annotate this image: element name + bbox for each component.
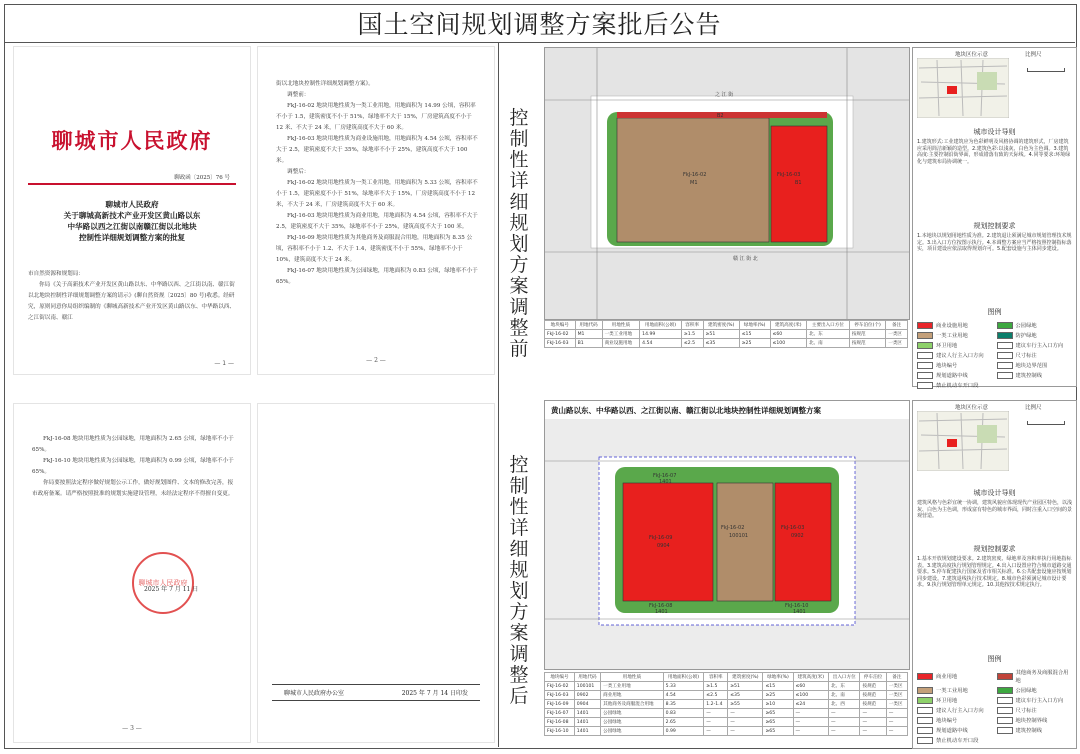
red-rule: [28, 183, 236, 185]
table-cell: 北、南: [806, 339, 849, 348]
section-title: 城市设计导则: [973, 489, 1016, 497]
legend-grid: [913, 666, 1076, 746]
body-line: 街以北地块控制性详细规划调整方案》。: [276, 81, 374, 87]
legend-label: 商业设施用地: [936, 323, 968, 329]
legend-item: [997, 351, 1073, 359]
table-row: [545, 682, 908, 691]
issuer: 聊城市人民政府: [105, 200, 159, 209]
legend-item: [917, 696, 993, 704]
table-cell: —: [793, 709, 829, 718]
location-title: 地块区位示意: [955, 52, 989, 58]
table-cell: —: [704, 709, 728, 718]
parcel-code: 100101: [729, 533, 749, 539]
plan-after-drawing: [545, 401, 909, 669]
legend-item: [917, 331, 993, 339]
table-cell: 北、西: [829, 700, 860, 709]
table-cell: 2.65: [663, 718, 704, 727]
legend-swatch: [917, 362, 933, 369]
doc-page-4: [258, 404, 494, 742]
table-header-row: [545, 673, 908, 682]
legend-label: 尺寸标注: [1015, 353, 1037, 359]
plan-after-label: 控制性详细规划方案调整后: [509, 454, 529, 707]
table-cell: 其他商务及商服混合用地: [601, 700, 663, 709]
legend-swatch: [917, 342, 933, 349]
plan-before-table: [544, 320, 908, 348]
parcel-label: FkJ-16-03: [777, 172, 801, 178]
official-seal: [132, 552, 194, 614]
legend-label: 公园绿地: [1015, 323, 1037, 329]
body-line: FkJ-16-03 地块用地性质为商业用地，用地面积为 4.54 公顷，容积率不大于 2.5，建筑密度不大于 35%，绿地率不小于 25%，建筑高度不大于 100 米。: [276, 213, 478, 230]
doc-page-2: [258, 47, 494, 374]
subject-line: 关于聊城高新技术产业开发区黄山路以东: [63, 211, 201, 220]
table-cell: FkJ-16-02: [545, 330, 576, 339]
parcel-label: FkJ-16-03: [781, 525, 805, 531]
legend-item: [997, 341, 1073, 349]
table-cell: ≤15: [763, 682, 793, 691]
table-cell: 一类区: [886, 682, 907, 691]
section-text: 1.基本开放规划建设要求。2.建筑密度、绿地率及容积率执行用地指标表。3.建筑高度执行规划管理规定。4.出入口设置应符合城市道路交通要求。5.停车配建执行国家及省市相关标准。6.公共配套设施应按规划同步建设。7.建筑退线执行技术规定。8.城市色彩须满足城市设计要求。9.执行规划管理单元规定。10.其他按技术规定执行。: [917, 556, 1072, 588]
table-row: [545, 700, 908, 709]
table-cell: 一类工业用地: [602, 330, 640, 339]
legend-item: [917, 716, 993, 724]
legend-swatch: [917, 673, 933, 680]
legend-label: 禁止机动车开口段: [936, 383, 979, 389]
table-header-cell: 用地代码: [574, 673, 600, 682]
body-line: FkJ-16-03 地块用地性质为商业设施用地，用地面积为 4.54 公顷，容积率不大于 2.5，建筑密度不大于 35%，绿地率不小于 25%，建筑高度不大于 100 米。: [276, 136, 478, 164]
legend-item: [917, 668, 993, 684]
legend-title: 图例: [987, 655, 1002, 663]
table-cell: —: [860, 709, 886, 718]
legend-item: [917, 736, 993, 744]
plan-before-drawing: [545, 48, 909, 319]
page-number: — 1 —: [214, 360, 234, 367]
table-cell: 按规范: [849, 330, 885, 339]
legend-item: [917, 341, 993, 349]
table-header-cell: 出入口方位: [829, 673, 860, 682]
table-cell: 0.83: [663, 709, 704, 718]
plan-after-sidebar: [912, 400, 1077, 749]
legend-swatch: [917, 717, 933, 724]
doc-number: 聊政函〔2025〕76 号: [174, 175, 230, 181]
legend-label: 商业用地: [936, 674, 958, 680]
legend-label: 地块编号: [936, 718, 958, 724]
table-header-cell: 备注: [886, 321, 908, 330]
table-cell: 0902: [574, 691, 600, 700]
doc-page-1: [14, 47, 250, 374]
table-cell: —: [728, 709, 763, 718]
plan-before-sidebar: [912, 47, 1077, 387]
table-cell: ≥51: [703, 330, 739, 339]
sign-date: 2025 年 7 月 11 日: [144, 586, 199, 593]
table-header-cell: 地块编号: [545, 673, 575, 682]
table-cell: ≥65: [763, 718, 793, 727]
table-cell: FkJ-16-03: [545, 339, 576, 348]
table-cell: —: [704, 718, 728, 727]
legend-swatch: [997, 697, 1013, 704]
legend-swatch: [997, 362, 1013, 369]
table-cell: 4.54: [663, 691, 704, 700]
parcel-label: FkJ-16-07: [653, 473, 677, 479]
subject-line: 控制性详细规划调整方案的批复: [78, 233, 186, 242]
legend-item: [917, 371, 993, 379]
table-cell: ≥1.5: [704, 682, 728, 691]
legend-item: [997, 716, 1073, 724]
table-cell: 0904: [574, 700, 600, 709]
table-cell: —: [728, 718, 763, 727]
table-cell: FkJ-16-03: [545, 691, 575, 700]
table-header-cell: 容积率: [681, 321, 703, 330]
doc-body: [276, 79, 480, 288]
table-cell: 1401: [574, 727, 600, 736]
legend-label: 建议车行主入口方向: [1015, 343, 1064, 349]
section-text: 1.本地块以规划用地性质为准。2.建筑退让须满足城市规划管理技术规定。3.出入口方位按图示执行。4.本调整方案应当严格按照控制指标落实，项目建设应依法取得规划许可。5.配套设施与主体同步建设。: [917, 233, 1072, 252]
legend-item: [997, 668, 1073, 684]
table-cell: ≤100: [770, 339, 806, 348]
table-cell: 按规范: [849, 339, 885, 348]
legend-item: [997, 321, 1073, 329]
legend-label: 公园绿地: [1015, 688, 1037, 694]
scale-label: 比例尺: [1025, 52, 1042, 58]
section-title: 规划控制要求: [973, 545, 1016, 553]
legend-swatch: [997, 322, 1013, 329]
footer-rule: [272, 700, 480, 701]
legend-label: 一类工业用地: [936, 333, 968, 339]
table-row: [545, 709, 908, 718]
legend-item: [917, 726, 993, 734]
table-cell: ≥10: [763, 700, 793, 709]
legend-swatch: [917, 322, 933, 329]
legend-swatch: [917, 707, 933, 714]
table-cell: ≤35: [728, 691, 763, 700]
table-cell: 1401: [574, 718, 600, 727]
legend-swatch: [917, 352, 933, 359]
legend-swatch: [917, 332, 933, 339]
table-cell: —: [860, 727, 886, 736]
legend-swatch: [997, 332, 1013, 339]
footer-date: 2025 年 7 月 14 日印发: [401, 690, 468, 697]
table-header-cell: 停车泊位: [860, 673, 886, 682]
seal-text: 聊城市人民政府: [138, 579, 188, 587]
legend: [913, 304, 1076, 391]
table-cell: ≥65: [763, 709, 793, 718]
table-cell: 8.35: [663, 700, 704, 709]
table-cell: FkJ-16-08: [545, 718, 575, 727]
body-line: FkJ-16-07 地块用地性质为公园绿地，用地面积为 0.83 公顷，绿地率不小于 65%。: [276, 268, 478, 285]
table-cell: 1401: [574, 709, 600, 718]
table-header-cell: 用地性质: [602, 321, 640, 330]
table-cell: —: [793, 727, 829, 736]
table-header-cell: 建筑高度(米): [770, 321, 806, 330]
legend-label: 建议车行主入口方向: [1015, 698, 1064, 704]
table-cell: ≤60: [793, 682, 829, 691]
legend-label: 禁止机动车开口段: [936, 738, 979, 744]
subject-line: 中华路以西之江街以南赣江街以北地块: [67, 222, 197, 231]
table-header-cell: 绿地率(%): [763, 673, 793, 682]
legend-label: 地块控制界线: [1015, 718, 1048, 724]
table-cell: FkJ-16-07: [545, 709, 575, 718]
table-cell: —: [860, 718, 886, 727]
scale-bar: [1027, 68, 1065, 72]
table-cell: ≥55: [728, 700, 763, 709]
parcel-code: 0902: [791, 533, 804, 539]
legend-swatch: [917, 697, 933, 704]
legend-item: [917, 706, 993, 714]
doc-body: [28, 269, 236, 324]
table-cell: 商业设施用地: [602, 339, 640, 348]
page-title: 国土空间规划调整方案批后公告: [357, 10, 722, 39]
legend-swatch: [997, 727, 1013, 734]
legend-swatch: [917, 382, 933, 389]
table-header-cell: 绿地率(%): [739, 321, 770, 330]
scale-label: 比例尺: [1025, 405, 1042, 411]
parcel-label: FkJ-16-09: [649, 535, 673, 541]
legend-grid: [913, 319, 1076, 391]
table-header-cell: 建筑高度(米): [793, 673, 829, 682]
table-row: [545, 330, 908, 339]
table-header-cell: 用地面积(公顷): [663, 673, 704, 682]
table-cell: M1: [575, 330, 602, 339]
legend-swatch: [997, 707, 1013, 714]
table-cell: 一类区: [886, 700, 907, 709]
legend-swatch: [917, 372, 933, 379]
table-cell: —: [886, 727, 907, 736]
legend-label: 建议人行主入口方向: [936, 353, 984, 359]
table-cell: 一类区: [886, 339, 908, 348]
table-row: [545, 339, 908, 348]
table-cell: —: [793, 718, 829, 727]
legend-item: [997, 706, 1073, 714]
parcel-code: 0904: [657, 543, 670, 549]
table-cell: 一类区: [886, 330, 908, 339]
table-header-cell: 用地面积(公顷): [640, 321, 682, 330]
design-guide: [913, 485, 1076, 520]
road-label-top: 之 江 街: [715, 92, 734, 98]
body-line: FkJ-16-09 地块用地性质为其他商务及商服混合用地，用地面积为 8.35 公顷，容积率不小于 1.2、不大于 1.4，建筑密度不小于 55%，绿地率不小于 10%，建筑高度不大于 24 米。: [276, 235, 473, 263]
recipient: 市自然资源和规划局：: [28, 271, 84, 277]
legend-label: 规划道路中线: [936, 728, 968, 734]
table-cell: 北、东: [829, 682, 860, 691]
table-cell: B1: [575, 339, 602, 348]
legend-item: [997, 696, 1073, 704]
table-cell: ≥25: [739, 339, 770, 348]
legend-label: 地块边界范围: [1015, 363, 1048, 369]
table-cell: 0.99: [663, 727, 704, 736]
table-cell: 公园绿地: [601, 709, 663, 718]
table-cell: ≤2.5: [704, 691, 728, 700]
table-cell: 一类工业用地: [601, 682, 663, 691]
road-label-bottom: 赣 江 街 北: [733, 256, 758, 262]
table-cell: 公园绿地: [601, 727, 663, 736]
legend-item: [997, 686, 1073, 694]
legend-label: 地块编号: [936, 363, 958, 369]
legend-item: [917, 351, 993, 359]
announcement-header: [4, 4, 1075, 43]
table-header-cell: 用地代码: [575, 321, 602, 330]
table-cell: 北、东: [806, 330, 849, 339]
legend-label: 一类工业用地: [936, 688, 968, 694]
table-cell: ≤15: [739, 330, 770, 339]
legend-item: [997, 371, 1073, 379]
location-title: 地块区位示意: [955, 405, 989, 411]
section-text: 建筑风格与色彩宜统一协调，建筑风貌应体现现代产业园区特色，以浅灰、白色为主色调，形成富有特色的城市界面，同时注重入口空间的景观营造。: [917, 500, 1073, 519]
table-cell: ≤35: [703, 339, 739, 348]
table-cell: —: [704, 727, 728, 736]
section-title: 城市设计导则: [973, 128, 1016, 136]
table-cell: 14.99: [640, 330, 682, 339]
parcel-label: FkJ-16-10: [785, 603, 809, 609]
table-cell: ≤60: [770, 330, 806, 339]
legend-swatch: [917, 727, 933, 734]
table-cell: 按规范: [860, 691, 886, 700]
table-cell: ≤100: [793, 691, 829, 700]
table-cell: —: [829, 718, 860, 727]
control-requirements: [913, 541, 1076, 589]
body-line: FkJ-16-02 地块用地性质为一类工业用地，用地面积为 5.33 公顷，容积率不小于 1.5，建筑密度不小于 51%，绿地率不大于 15%，厂房建筑高度不小于 12 米，不大于 24 米，厂房建筑高度不大于 60 米。: [276, 180, 478, 208]
legend-label: 环卫用地: [936, 343, 958, 349]
legend-item: [917, 381, 993, 389]
location-map: [917, 411, 1009, 471]
legend-label: 尺寸标注: [1015, 708, 1037, 714]
footer-rule: [272, 684, 480, 685]
doc-page-3: [14, 404, 250, 742]
body-line: 调整前：: [287, 92, 310, 98]
table-header-cell: 建筑密度(%): [728, 673, 763, 682]
parcel-code: M1: [690, 180, 698, 186]
table-cell: 100101: [574, 682, 600, 691]
parcel-code: 1401: [655, 609, 668, 615]
doc-body: [32, 434, 236, 500]
plan-after-table: [544, 672, 908, 736]
table-cell: 5.33: [663, 682, 704, 691]
legend-title: 图例: [987, 308, 1002, 316]
table-cell: ≤24: [793, 700, 829, 709]
table-cell: 4.54: [640, 339, 682, 348]
table-row: [545, 718, 908, 727]
legend: [913, 651, 1076, 746]
section-title: 规划控制要求: [973, 222, 1016, 230]
table-cell: —: [886, 709, 907, 718]
parcel-label: FkJ-16-02: [721, 525, 745, 531]
parcel-code: B1: [795, 180, 802, 186]
legend-swatch: [997, 673, 1013, 680]
table-cell: 北、南: [829, 691, 860, 700]
legend-swatch: [997, 342, 1013, 349]
table-cell: 公园绿地: [601, 718, 663, 727]
plan-before-label: 控制性详细规划方案调整前: [509, 107, 529, 360]
table-header-row: [545, 321, 908, 330]
table-cell: ≥25: [763, 691, 793, 700]
location-map: [917, 58, 1009, 118]
body-line: 你局要按照法定程序做好规划公示工作，做好规划图件、文本的修改完善，报市政府备案。请严格按照批准的规划实施建设管理，未经法定程序不得擅自变更。: [32, 480, 234, 497]
table-cell: ≥65: [763, 727, 793, 736]
plan-title: 黄山路以东、中华路以西、之江街以南、赣江街以北地块控制性详细规划调整方案: [551, 406, 821, 415]
table-header-cell: 容积率: [704, 673, 728, 682]
plan-after-map: [544, 400, 910, 670]
parcel-code: 1401: [793, 609, 806, 615]
page-number: — 3 —: [122, 725, 142, 732]
legend-label: 建筑控制线: [1015, 728, 1042, 734]
legend-swatch: [917, 737, 933, 744]
table-header-cell: 建筑密度(%): [703, 321, 739, 330]
parcel-label: FkJ-16-02: [683, 172, 707, 178]
legend-swatch: [997, 687, 1013, 694]
legend-swatch: [917, 687, 933, 694]
legend-item: [917, 321, 993, 329]
table-cell: 按规范: [860, 682, 886, 691]
table-header-cell: 备注: [886, 673, 907, 682]
table-cell: 1.2-1.4: [704, 700, 728, 709]
table-row: [545, 691, 908, 700]
table-cell: FkJ-16-10: [545, 727, 575, 736]
scale-bar: [1027, 421, 1065, 425]
table-header-cell: 地块编号: [545, 321, 576, 330]
gov-name: 聊城市人民政府: [51, 128, 213, 153]
legend-label: 环卫用地: [936, 698, 958, 704]
legend-swatch: [997, 717, 1013, 724]
plan-before-map: [544, 47, 910, 320]
control-requirements: [913, 218, 1076, 253]
table-cell: 商业用地: [601, 691, 663, 700]
legend-item: [997, 361, 1073, 369]
legend-item: [997, 331, 1073, 339]
table-cell: —: [829, 709, 860, 718]
table-row: [545, 727, 908, 736]
table-cell: FkJ-16-09: [545, 700, 575, 709]
table-header-cell: 主要出入口方位: [806, 321, 849, 330]
table-cell: —: [829, 727, 860, 736]
column-divider: [498, 43, 499, 747]
design-guide: [913, 124, 1076, 165]
legend-label: 建议人行主入口方向: [936, 708, 984, 714]
legend-item: [917, 361, 993, 369]
legend-item: [917, 686, 993, 694]
legend-label: 其他商务及商服混合用地: [1015, 670, 1069, 684]
page-number: — 2 —: [366, 357, 386, 364]
table-cell: FkJ-16-02: [545, 682, 575, 691]
table-cell: —: [886, 718, 907, 727]
parcel-code: 1401: [659, 479, 672, 485]
table-cell: ≤2.5: [681, 339, 703, 348]
body-paragraph: 你局《关于高新技术产业开发区黄山路以东、中华路以西、之江街以南、赣江街以北地块控制性详细规划调整方案的请示》(聊自然资规〔2025〕80 号)收悉。经研究，原则同意你局组织编制的《聊城高新技术产业开发区黄山路以东、中华路以西、之江街以南、赣江: [28, 282, 235, 321]
legend-item: [997, 726, 1073, 734]
doc-subject: [14, 210, 250, 243]
table-cell: ≥1.5: [681, 330, 703, 339]
table-cell: 一类区: [886, 691, 907, 700]
body-line: 调整后：: [287, 169, 310, 175]
table-header-cell: 用地性质: [601, 673, 663, 682]
legend-swatch: [997, 372, 1013, 379]
legend-swatch: [997, 352, 1013, 359]
table-cell: 按规范: [860, 700, 886, 709]
section-text: 1.建筑形式:工业建筑应为色彩鲜明及风格协调的建筑形式，厂房建筑应采用简洁新颖的造型。2.建筑色彩:以浅灰、白色为主色调。3.建筑高度:主要控制沿街界面，形成错落有致的天际线。4.同等要求:环境绿化与建筑布局协调统一。: [917, 139, 1071, 165]
parcel-label: FkJ-16-08: [649, 603, 673, 609]
legend-label: 规划道路中线: [936, 373, 968, 379]
body-line: FkJ-16-02 地块用地性质为一类工业用地，用地面积为 14.99 公顷，容积率不小于 1.5，建筑密度不小于 51%，绿地率不大于 15%，厂房建筑高度不小于 12 米、不大于 24 米，厂房建筑高度不大于 60 米。: [276, 103, 476, 131]
legend-label: 建筑控制线: [1015, 373, 1042, 379]
body-line: FkJ-16-08 地块用地性质为公园绿地，用地面积为 2.65 公顷，绿地率不小于 65%。: [32, 436, 234, 453]
table-cell: ≥51: [728, 682, 763, 691]
legend-label: 防护绿地: [1015, 333, 1037, 339]
strip-label: B2: [717, 113, 724, 119]
table-header-cell: 停车泊位(个): [849, 321, 885, 330]
body-line: FkJ-16-10 地块用地性质为公园绿地，用地面积为 0.99 公顷，绿地率不小于 65%。: [32, 458, 234, 475]
footer-issuer: 聊城市人民政府办公室: [284, 690, 345, 697]
table-cell: —: [728, 727, 763, 736]
